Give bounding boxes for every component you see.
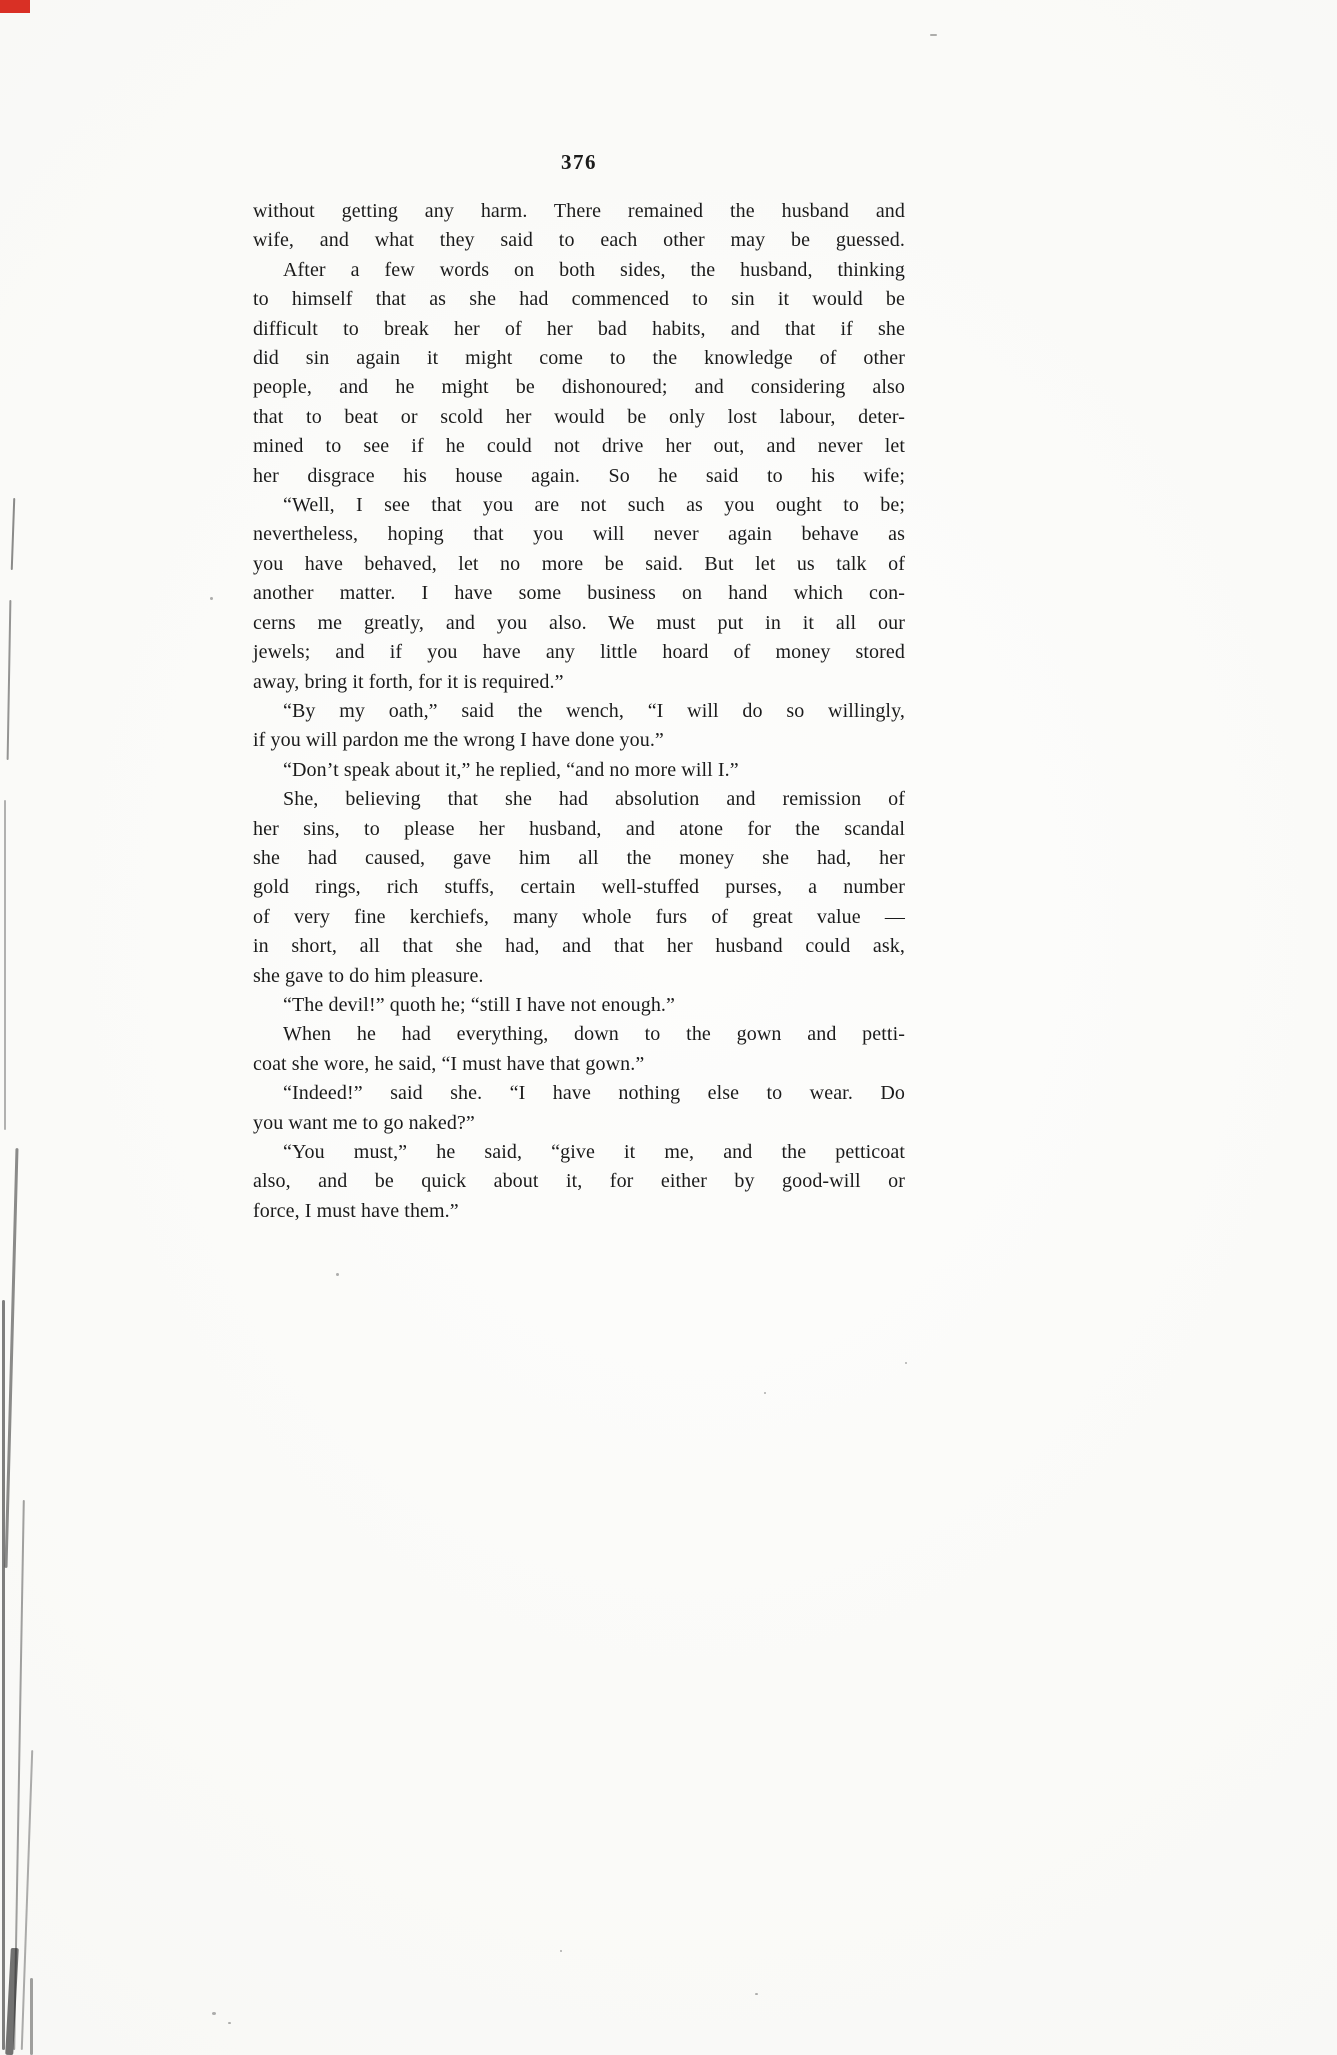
scan-speck bbox=[212, 2012, 216, 2015]
text-line: mined to see if he could not drive her out, and never let bbox=[253, 435, 905, 458]
scan-speck bbox=[755, 1993, 758, 1995]
text-line: force, I must have them.” bbox=[253, 1199, 459, 1222]
binding-mark bbox=[13, 1500, 25, 2050]
text-line: “The devil!” quoth he; “still I have not enough.” bbox=[283, 993, 675, 1016]
text-line: her sins, to please her husband, and atone for the scandal bbox=[253, 817, 905, 840]
binding-mark bbox=[30, 1978, 33, 2055]
text-line: another matter. I have some business on hand which con- bbox=[253, 582, 905, 605]
text-line: that to beat or scold her would be only lost labour, deter- bbox=[253, 405, 905, 428]
text-line: to himself that as she had commenced to sin it would be bbox=[253, 288, 905, 311]
text-line: jewels; and if you have any little hoard of money stored bbox=[253, 641, 905, 664]
text-line: coat she wore, he said, “I must have that gown.” bbox=[253, 1052, 645, 1075]
binding-mark bbox=[5, 1948, 19, 2055]
text-line: “Well, I see that you are not such as you ought to be; bbox=[283, 494, 905, 517]
scan-speck bbox=[560, 1950, 562, 1952]
text-line: “Don’t speak about it,” he replied, “and no more will I.” bbox=[283, 758, 739, 781]
text-line: “You must,” he said, “give it me, and the petticoat bbox=[283, 1141, 905, 1163]
text-line: When he had everything, down to the gown and petti- bbox=[283, 1023, 905, 1046]
text-line: gold rings, rich stuffs, certain well-stuffed purses, a number bbox=[253, 876, 905, 899]
binding-mark bbox=[7, 600, 12, 760]
scan-speck bbox=[210, 597, 213, 600]
binding-mark bbox=[2, 1300, 5, 2050]
text-line: away, bring it forth, for it is required.” bbox=[253, 670, 564, 693]
page-number: 376 bbox=[561, 150, 597, 174]
page-text bbox=[253, 197, 905, 1226]
text-line: difficult to break her of her bad habits, and that if she bbox=[253, 317, 905, 340]
text-line: you have behaved, let no more be said. But let us talk of bbox=[253, 552, 905, 575]
text-line: nevertheless, hoping that you will never again behave as bbox=[253, 523, 905, 546]
binding-mark bbox=[11, 498, 16, 570]
text-line: her disgrace his house again. So he said to his wife; bbox=[253, 464, 905, 487]
binding-mark bbox=[4, 800, 6, 1130]
text-line: you want me to go naked?” bbox=[253, 1111, 475, 1134]
text-line: of very fine kerchiefs, many whole furs of great value — bbox=[253, 905, 905, 928]
binding-mark bbox=[21, 1750, 33, 2050]
text-line: people, and he might be dishonoured; and considering also bbox=[253, 376, 905, 399]
scan-speck bbox=[905, 1362, 907, 1364]
text-line: did sin again it might come to the knowledge of other bbox=[253, 347, 905, 370]
text-line: in short, all that she had, and that her husband could ask, bbox=[253, 935, 905, 958]
text-line: also, and be quick about it, for either by good-will or bbox=[253, 1170, 905, 1193]
text-line: she gave to do him pleasure. bbox=[253, 964, 484, 987]
text-line: “Indeed!” said she. “I have nothing else to wear. Do bbox=[283, 1082, 905, 1105]
text-line: without getting any harm. There remained the husband and bbox=[253, 200, 905, 222]
text-line: “By my oath,” said the wench, “I will do so willingly, bbox=[283, 699, 905, 722]
text-line: she had caused, gave him all the money she had, her bbox=[253, 846, 905, 869]
text-line: if you will pardon me the wrong I have done you.” bbox=[253, 729, 664, 752]
scan-speck bbox=[228, 2022, 231, 2024]
text-line: wife, and what they said to each other may be guessed. bbox=[253, 229, 905, 252]
scan-speck bbox=[764, 1392, 766, 1394]
scan-speck bbox=[930, 34, 937, 36]
scan-artifact-red bbox=[0, 0, 30, 13]
binding-mark bbox=[5, 1148, 19, 1568]
scan-speck bbox=[336, 1273, 339, 1276]
text-line: After a few words on both sides, the husband, thinking bbox=[283, 258, 905, 281]
text-line: She, believing that she had absolution and remission of bbox=[283, 788, 905, 811]
text-line: cerns me greatly, and you also. We must put in it all our bbox=[253, 611, 905, 634]
